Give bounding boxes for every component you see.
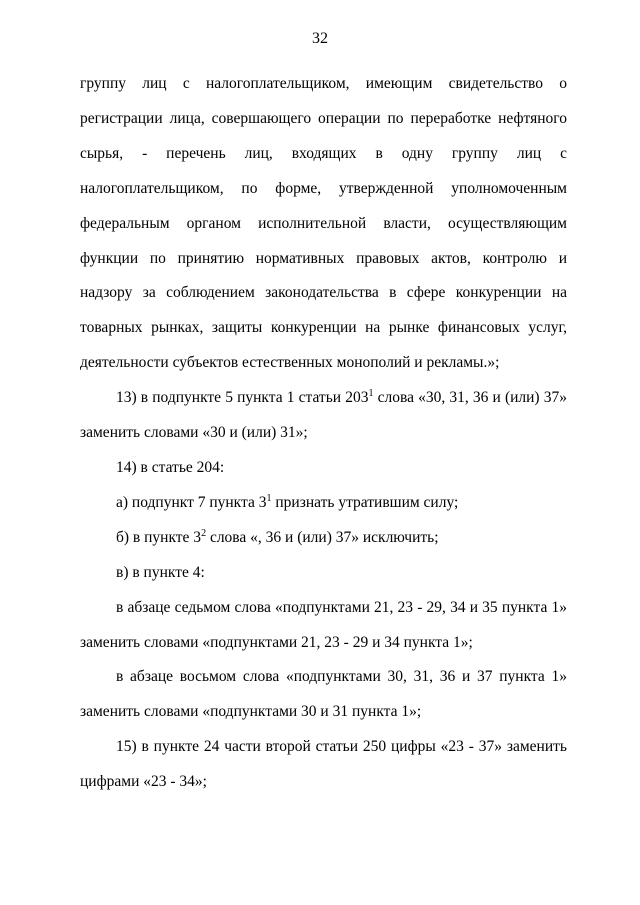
superscript: 1 <box>368 388 374 400</box>
superscript: 1 <box>266 492 272 504</box>
paragraph-text: признать утратившим силу; <box>271 493 459 511</box>
page-number: 32 <box>312 30 328 47</box>
paragraph-item-13 <box>80 381 567 451</box>
paragraph-continuation: группу лиц с налогоплательщиком, имеющим свидетельство о регистрации лица, совершающего операции по переработке нефтяного сырья, - перечень лиц, входящих в одну группу лиц с налогоплательщиком, по форме, утвержденной уполномоченным федеральным органом исполнительной власти, осуществляющим функции по принятию нормативных правовых актов, контролю и надзору за соблюдением законодательства в сфере конкуренции на товарных рынках, защиты конкуренции на рынке финансовых услуг, деятельности субъектов естественных монополий и рекламы.»; <box>80 75 567 372</box>
paragraph-item-15: 15) в пункте 24 части второй статьи 250 цифры «23 - 37» заменить цифрами «23 - 34»; <box>80 738 567 791</box>
paragraph-text: 13) в подпункте 5 пункта 1 статьи 203 <box>116 389 369 407</box>
paragraph-text: слова «, 36 и (или) 37» исключить; <box>206 528 439 546</box>
paragraph-abzac-7: в абзаце седьмом слова «подпунктами 21, 23 - 29, 34 и 35 пункта 1» заменить словами «подпунктами 21, 23 - 29 и 34 пункта 1»; <box>80 598 567 651</box>
paragraph-text: слова «30, 31, 36 и (или) 37» заменить словами «30 и (или) 31»; <box>80 389 567 442</box>
paragraph-text: б) в пункте 3 <box>116 528 202 546</box>
superscript: 2 <box>201 527 207 539</box>
document-body <box>80 67 567 800</box>
paragraph-item-14b <box>80 521 567 556</box>
paragraph-abzac-8: в абзаце восьмом слова «подпунктами 30, 31, 36 и 37 пункта 1» заменить словами «подпунктами 30 и 31 пункта 1»; <box>80 668 567 721</box>
paragraph-item-14v: в) в пункте 4: <box>116 563 205 581</box>
paragraph-item-14a <box>80 486 567 521</box>
paragraph-item-14: 14) в статье 204: <box>116 458 225 476</box>
paragraph-text: а) подпункт 7 пункта 3 <box>116 493 267 511</box>
